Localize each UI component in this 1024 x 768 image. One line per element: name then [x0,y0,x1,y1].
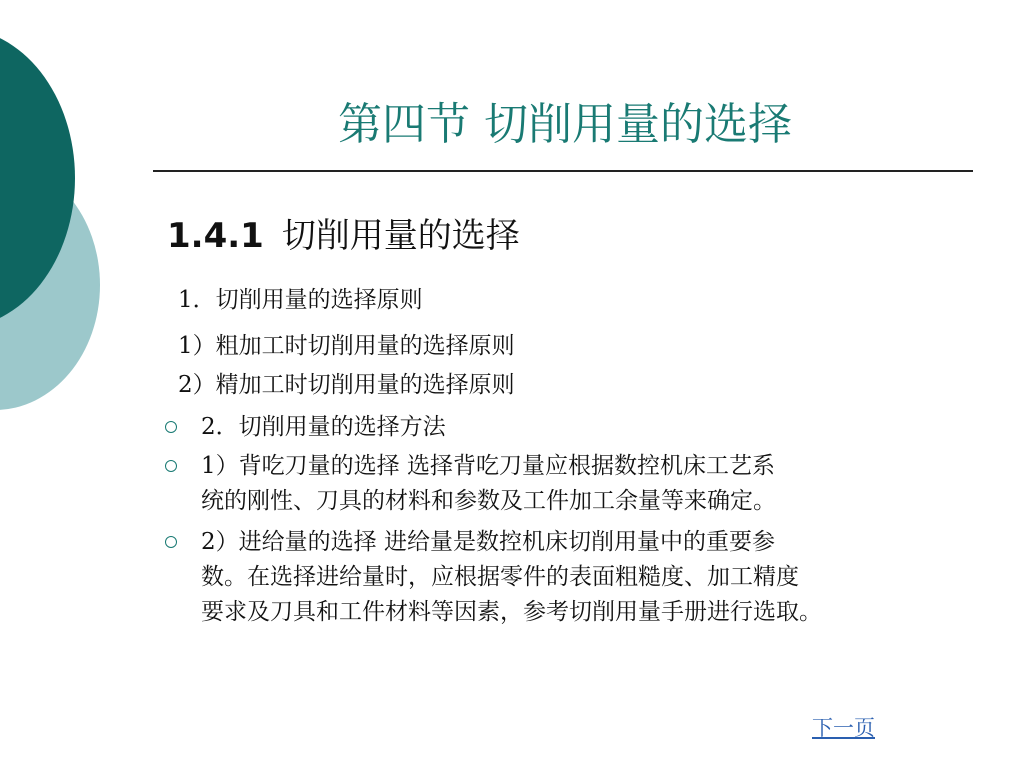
next-page-link[interactable]: 下一页 [812,716,875,740]
hollow-circle-bullet-icon [165,421,177,433]
bullet-text [201,449,961,519]
bullet-line: 2）进给量的选择 进给量是数控机床切削用量中的重要参 [201,529,775,555]
bullet-line: 要求及刀具和工件材料等因素，参考切削用量手册进行选取。 [201,599,822,625]
principle-finish: 2）精加工时切削用量的选择原则 [178,372,515,398]
hollow-circle-bullet-icon [165,460,177,472]
principle-rough: 1）粗加工时切削用量的选择原则 [178,333,515,359]
title-divider [153,170,973,172]
bullet-line: 数。在选择进给量时，应根据零件的表面粗糙度、加工精度 [201,564,799,590]
bullet-line: 统的刚性、刀具的材料和参数及工件加工余量等来确定。 [201,488,776,514]
section-heading [167,212,520,260]
bullet-line: 1）背吃刀量的选择 选择背吃刀量应根据数控机床工艺系 [201,453,775,479]
section-heading-text: 切削用量的选择 [281,216,520,256]
bullet-text [201,525,961,630]
bullet-text [201,410,961,445]
section-number: 1.4.1 [167,216,264,256]
slide-title: 第四节 切削用量的选择 [338,99,792,150]
bullet-line: 2．切削用量的选择方法 [201,414,446,440]
hollow-circle-bullet-icon [165,536,177,548]
principle-heading: 1．切削用量的选择原则 [178,287,423,313]
